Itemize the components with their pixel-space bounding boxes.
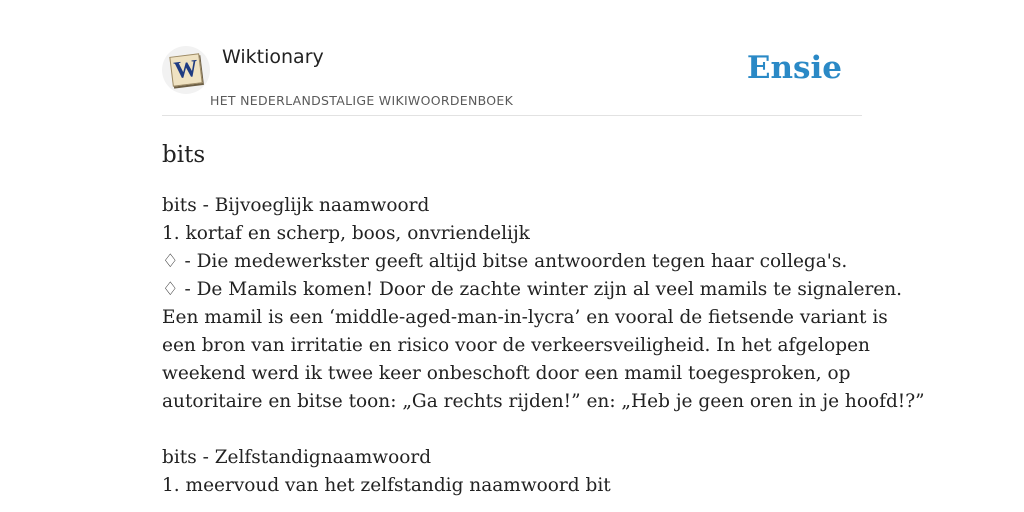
wiktionary-logo[interactable]: [162, 46, 210, 94]
entry-pos-heading: bits - Bijvoeglijk naamwoord: [162, 195, 430, 216]
entry-example: ♢ - Die medewerkster geeft altijd bitse antwoorden tegen haar collega's.: [162, 251, 848, 272]
entry-spacer: [162, 416, 862, 444]
entry-example-continued: een bron van irritatie en risico voor de verkeersveiligheid. In het afgelopen: [162, 335, 870, 356]
entry-body: [162, 192, 925, 500]
entry-content: [162, 138, 925, 500]
site-tagline: HET NEDERLANDSTALIGE WIKIWOORDENBOEK: [210, 93, 514, 108]
entry-example-continued: autoritaire en bitse toon: „Ga rechts rijden!” en: „Heb je geen oren in je hoofd!?”: [162, 391, 925, 412]
entry-example-continued: weekend werd ik twee keer onbeschoft door een mamil toegesproken, op: [162, 363, 851, 384]
entry-definition: 1. meervoud van het zelfstandig naamwoord bit: [162, 475, 611, 496]
entry-headword: bits: [162, 142, 206, 168]
ensie-brand-link[interactable]: Ensie: [746, 50, 842, 86]
logo-w-tile-icon: W: [169, 53, 202, 86]
entry-example-continued: Een mamil is een ‘middle-aged-man-in-lycra’ en vooral de fietsende variant is: [162, 307, 888, 328]
entry-definition: 1. kortaf en scherp, boos, onvriendelijk: [162, 223, 530, 244]
entry-example: ♢ - De Mamils komen! Door de zachte winter zijn al veel mamils te signaleren.: [162, 279, 903, 300]
site-header: [162, 0, 862, 116]
entry-pos-heading: bits - Zelfstandignaamwoord: [162, 447, 432, 468]
site-name[interactable]: Wiktionary: [222, 46, 324, 68]
